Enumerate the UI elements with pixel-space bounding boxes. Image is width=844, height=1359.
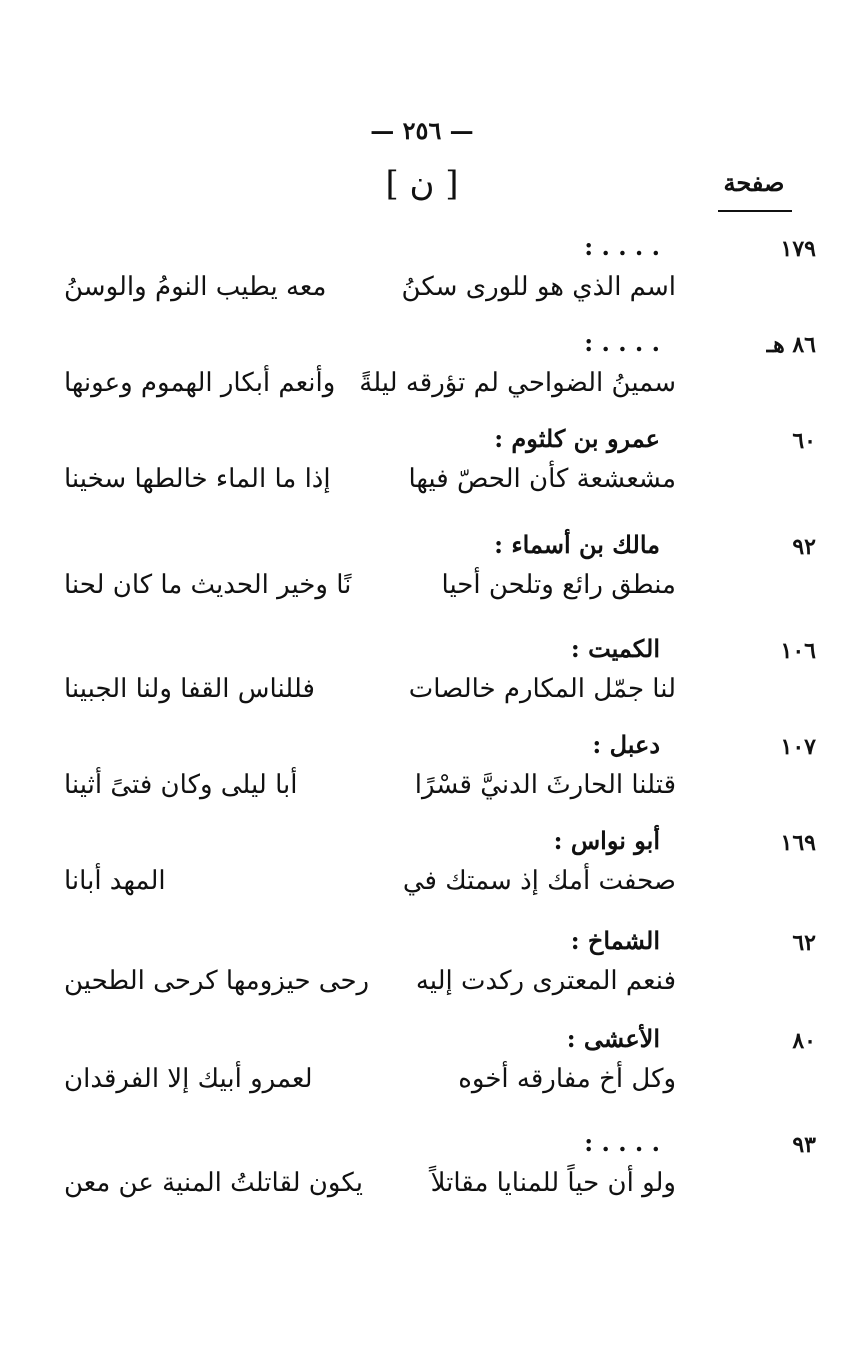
- page-reference: ١٠٧: [780, 734, 816, 760]
- poet-name: الكميت :: [570, 634, 660, 663]
- page-reference: ٨٦ هـ: [766, 332, 816, 358]
- first-hemistich: قتلنا الحارثَ الدنيَّ قسْرًا: [414, 770, 676, 800]
- page-reference: ١٦٩: [780, 830, 816, 856]
- second-hemistich: يكون لقاتلتُ المنية عن معن: [64, 1168, 363, 1198]
- first-hemistich: وكل أخ مفارقه أخوه: [458, 1064, 676, 1094]
- header-underline: [718, 210, 792, 212]
- page-reference-header: صفحة: [723, 168, 785, 197]
- verse-line: [64, 1064, 676, 1104]
- page-reference: ٩٣: [792, 1132, 816, 1158]
- verse-line: [64, 570, 676, 610]
- verse-entry: [60, 232, 816, 328]
- second-hemistich: إذا ما الماء خالطها سخينا: [64, 464, 331, 494]
- verse-line: [64, 464, 676, 504]
- section-letter: [ ن ]: [385, 164, 459, 204]
- second-hemistich: رحى حيزومها كرحى الطحين: [64, 966, 370, 996]
- verse-line: [64, 368, 676, 408]
- first-hemistich: مشعشعة كأن الحصّ فيها: [408, 464, 676, 494]
- verse-entry: [60, 1024, 816, 1120]
- second-hemistich: فللناس القفا ولنا الجبينا: [64, 674, 315, 704]
- first-hemistich: اسم الذي هو للورى سكنُ: [401, 272, 676, 302]
- verse-entry: [60, 634, 816, 730]
- poet-name: أبو نواس :: [553, 826, 660, 855]
- poet-name: مالك بن أسماء :: [494, 530, 660, 559]
- second-hemistich: معه يطيب النومُ والوسنُ: [64, 272, 327, 302]
- verse-line: [64, 272, 676, 312]
- page-number: — ٢٥٦ —: [370, 116, 474, 145]
- verse-entry: [60, 1128, 816, 1224]
- verse-entry: [60, 730, 816, 826]
- verse-entry: [60, 424, 816, 520]
- verse-entry: [60, 926, 816, 1022]
- first-hemistich: منطق رائع وتلحن أحيا: [441, 570, 676, 600]
- poet-name: . . . . :: [584, 328, 660, 357]
- page-reference: ٦٠: [792, 428, 816, 454]
- verse-line: [64, 966, 676, 1006]
- page-reference: ٩٢: [792, 534, 816, 560]
- verse-line: [64, 866, 676, 906]
- first-hemistich: لنا جمّل المكارم خالصات: [408, 674, 676, 704]
- poet-name: . . . . :: [584, 1128, 660, 1157]
- poet-name: . . . . :: [584, 232, 660, 261]
- poet-name: الشماخ :: [570, 926, 660, 955]
- verse-line: [64, 1168, 676, 1208]
- first-hemistich: سمينُ الضواحي لم تؤرقه ليلةً: [359, 368, 676, 398]
- first-hemistich: صحفت أمك إذ سمتك في: [402, 866, 676, 896]
- second-hemistich: وأنعم أبكار الهموم وعونها: [64, 368, 336, 398]
- page-reference: ١٠٦: [780, 638, 816, 664]
- verse-line: [64, 770, 676, 810]
- second-hemistich: لعمرو أبيك إلا الفرقدان: [64, 1064, 313, 1094]
- page-reference: ٦٢: [792, 930, 816, 956]
- first-hemistich: فنعم المعترى ركدت إليه: [415, 966, 676, 996]
- poet-name: عمرو بن كلثوم :: [494, 424, 660, 453]
- poet-name: الأعشى :: [566, 1024, 660, 1053]
- verse-entry: [60, 530, 816, 626]
- verse-entry: [60, 328, 816, 424]
- second-hemistich: نًا وخير الحديث ما كان لحنا: [64, 570, 352, 600]
- page-reference: ٨٠: [792, 1028, 816, 1054]
- page-reference: ١٧٩: [780, 236, 816, 262]
- first-hemistich: ولو أن حياً للمنايا مقاتلاً: [430, 1168, 676, 1198]
- verse-entry: [60, 826, 816, 922]
- verse-line: [64, 674, 676, 714]
- poet-name: دعبل :: [592, 730, 660, 759]
- second-hemistich: المهد أبانا: [64, 866, 166, 896]
- second-hemistich: أبا ليلى وكان فتىً أثينا: [64, 770, 298, 800]
